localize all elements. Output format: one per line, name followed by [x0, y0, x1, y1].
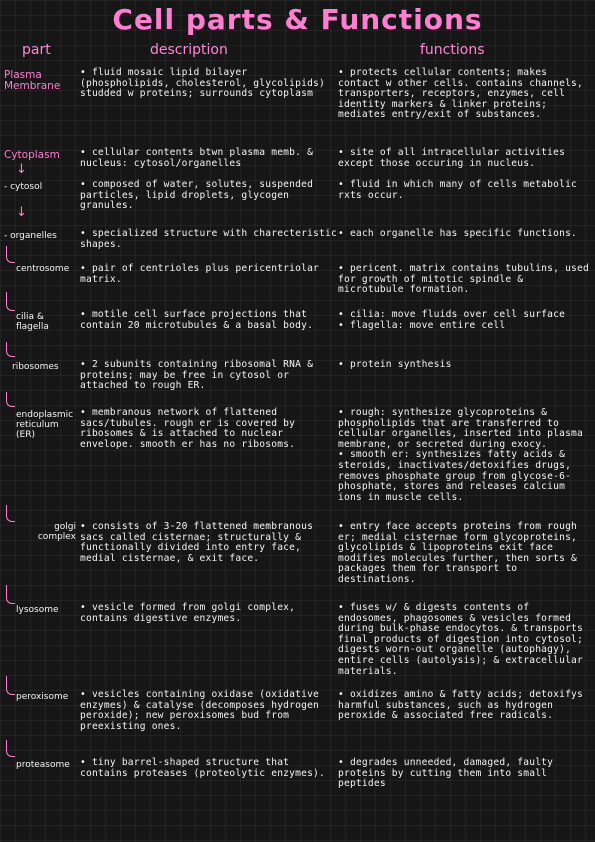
- functions-centrosome: • pericent. matrix contains tubulins, used for growth of mitotic spindle & microtubule formation.: [338, 263, 589, 296]
- description-centrosome: • pair of centrioles plus pericentriolar matrix.: [80, 263, 320, 285]
- description-plasma-membrane: • fluid mosaic lipid bilayer (phospholipids, cholesterol, glycolipids) studded w proteins; surrounds cytoplasm: [80, 67, 326, 100]
- branch-hook-icon: [6, 740, 15, 757]
- part-cilia-flagella: cilia & flagella: [16, 312, 49, 332]
- branch-hook-icon: [6, 292, 15, 311]
- part-organelles: - organelles: [4, 231, 57, 241]
- functions-plasma-membrane: • protects cellular contents; makes contact w other cells. contains channels, transporters, receptors, enzymes, cell identity markers & linker proteins; mediates entry/exit of substances.: [338, 67, 584, 121]
- part-ribosomes: ribosomes: [12, 362, 59, 372]
- description-endoplasmic-reticulum: • membranous network of flattened sacs/tubules. rough er is covered by ribosomes & is attached to nuclear envelope. smooth er has no ribosoms.: [80, 407, 296, 450]
- functions-cilia-flagella: • cilia: move fluids over cell surface • flagella: move entire cell: [338, 309, 566, 331]
- description-organelles: • specialized structure with charecteristic shapes.: [80, 228, 337, 250]
- branch-hook-icon: [6, 505, 15, 522]
- part-peroxisome: peroxisome: [16, 692, 69, 702]
- functions-proteasome: • degrades unneeded, damaged, faulty proteins by cutting them into small peptides: [338, 757, 554, 790]
- functions-lysosome: • fuses w/ & digests contents of endosomes, phagosomes & vesicles formed during bulk-phase endocytos. & transports final products of digestion into cytosol; digests worn-out organelle (autophagy), entire cells (autolysis); & extracellular materials.: [338, 602, 584, 677]
- part-cytoplasm: Cytoplasm: [4, 149, 60, 161]
- description-cytoplasm: • cellular contents btwn plasma memb. & nucleus: cytosol/organelles: [80, 147, 314, 169]
- header-part: part: [22, 42, 51, 58]
- functions-golgi-complex: • entry face accepts proteins from rough er; medial cisternae form glycoproteins, glycolipids & lipoproteins exit face modifies molecules further, then sorts & packages them for transport to destinations.: [338, 521, 578, 585]
- part-lysosome: lysosome: [16, 605, 59, 615]
- part-proteasome: proteasome: [16, 760, 70, 770]
- functions-organelles: • each organelle has specific functions.: [338, 228, 578, 239]
- branch-hook-icon: [6, 246, 15, 263]
- header-description: description: [150, 42, 228, 58]
- part-golgi-complex: golgi complex: [37, 522, 76, 542]
- description-peroxisome: • vesicles containing oxidase (oxidative enzymes) & catalyse (decomposes hydrogen peroxide); new peroxisomes bud from preexisting ones.: [80, 689, 320, 732]
- functions-peroxisome: • oxidizes amino & fatty acids; detoxifys harmful substances, such as hydrogen peroxide & associated free radicals.: [338, 689, 584, 722]
- functions-cytoplasm: • site of all intracellular activities except those occuring in nucleus.: [338, 147, 566, 169]
- branch-hook-icon: [6, 676, 15, 695]
- down-arrow-icon: ↓: [16, 162, 27, 177]
- functions-endoplasmic-reticulum: • rough: synthesize glycoproteins & phospholipids that are transferred to cellular organelles, inserted into plasma membrane, or secreted during exocy. • smooth er: synthesizes fatty acids & steroids, inactivates/detoxifies drugs, removes phosphate group from glycose-6-phosphate, stores and releases calcium ions in muscle cells.: [338, 407, 584, 503]
- description-proteasome: • tiny barrel-shaped structure that contains proteases (proteolytic enzymes).: [80, 757, 326, 779]
- part-centrosome: centrosome: [16, 264, 70, 274]
- part-endoplasmic-reticulum: endoplasmic reticulum (ER): [16, 410, 74, 440]
- functions-ribosomes: • protein synthesis: [338, 359, 452, 370]
- functions-cytosol: • fluid in which many of cells metabolic rxts occur.: [338, 179, 578, 201]
- page-title: Cell parts & Functions: [112, 3, 483, 36]
- branch-hook-icon: [6, 585, 15, 604]
- branch-hook-icon: [6, 342, 15, 357]
- branch-hook-icon: [6, 392, 15, 407]
- description-cilia-flagella: • motile cell surface projections that contain 20 microtubules & a basal body.: [80, 309, 314, 331]
- down-arrow-icon: ↓: [16, 205, 27, 220]
- part-plasma-membrane: Plasma Membrane: [4, 69, 61, 92]
- header-functions: functions: [420, 42, 485, 58]
- description-cytosol: • composed of water, solutes, suspended particles, lipid droplets, glycogen granules.: [80, 179, 314, 212]
- description-ribosomes: • 2 subunits containing ribosomal RNA & proteins; may be free in cytosol or attached to rough ER.: [80, 359, 314, 392]
- part-cytosol: - cytosol: [4, 182, 43, 192]
- description-golgi-complex: • consists of 3-20 flattened membranous sacs called cisternae; structurally & functionally divided into entry face, medial cisternae, & exit face.: [80, 521, 314, 564]
- description-lysosome: • vesicle formed from golgi complex, contains digestive enzymes.: [80, 602, 296, 624]
